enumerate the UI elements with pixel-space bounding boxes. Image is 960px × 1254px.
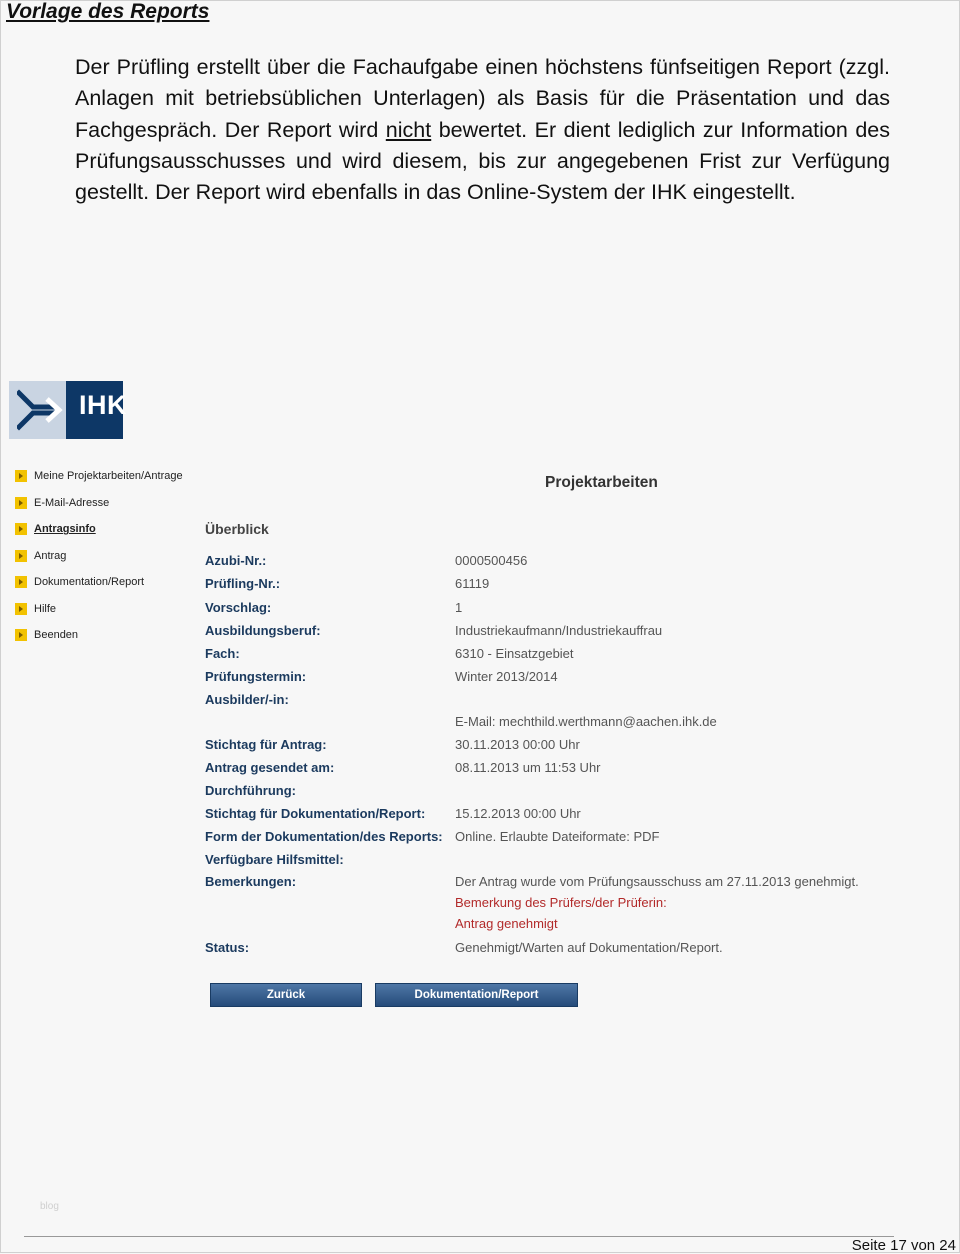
logo-text: IHK <box>79 390 127 420</box>
arrow-bullet-icon <box>15 470 27 482</box>
sidebar-item-dokumentation[interactable]: Dokumentation/Report <box>15 569 183 596</box>
watermark: blog <box>40 1201 59 1212</box>
sidebar-item-antrag[interactable]: Antrag <box>15 543 183 570</box>
sidebar-item-antragsinfo[interactable]: Antragsinfo <box>15 516 183 543</box>
page-title: Projektarbeiten <box>545 474 658 491</box>
footer-divider <box>24 1236 894 1237</box>
section-title: Überblick <box>205 521 269 537</box>
document-heading: Vorlage des Reports <box>6 0 210 23</box>
page-number: Seite 17 von 24 <box>851 1237 956 1254</box>
arrow-bullet-icon <box>15 576 27 588</box>
intro-text-end: bewertet. Er dient lediglich zur Information des Prüfungsausschusses und wird diesem, bis zur angegebenen Frist zur Verfügung gestellt. Der Report wird ebenfalls in das Online-System der IHK eingestellt. <box>75 117 890 205</box>
intro-paragraph <box>75 52 890 208</box>
arrow-bullet-icon <box>15 497 27 509</box>
arrow-bullet-icon <box>15 629 27 641</box>
sidebar-item-beenden[interactable]: Beenden <box>15 622 183 649</box>
ihk-logo <box>9 381 127 439</box>
arrow-bullet-icon <box>15 523 27 535</box>
intro-underlined-word: nicht <box>385 117 432 142</box>
documentation-report-button[interactable]: Dokumentation/Report <box>375 983 578 1007</box>
arrow-bullet-icon <box>15 603 27 615</box>
ihk-arrow-icon <box>17 387 63 433</box>
sidebar-item-email-adresse[interactable]: E-Mail-Adresse <box>15 490 183 517</box>
back-button[interactable]: Zurück <box>210 983 362 1007</box>
intro-text-start: Der Prüfling erstellt über die Fachaufgabe einen höchstens fünfseitigen Report (zzgl. Anlagen mit betriebsüblichen Unterlagen) als Basis für die Präsentation und das Fachgespräch. Der Report wird <box>75 55 890 142</box>
sidebar-item-hilfe[interactable]: Hilfe <box>15 596 183 623</box>
sidebar-item-projektarbeiten[interactable]: Meine Projektarbeiten/Antrage <box>15 463 183 490</box>
sidebar-nav <box>15 463 183 649</box>
arrow-bullet-icon <box>15 550 27 562</box>
